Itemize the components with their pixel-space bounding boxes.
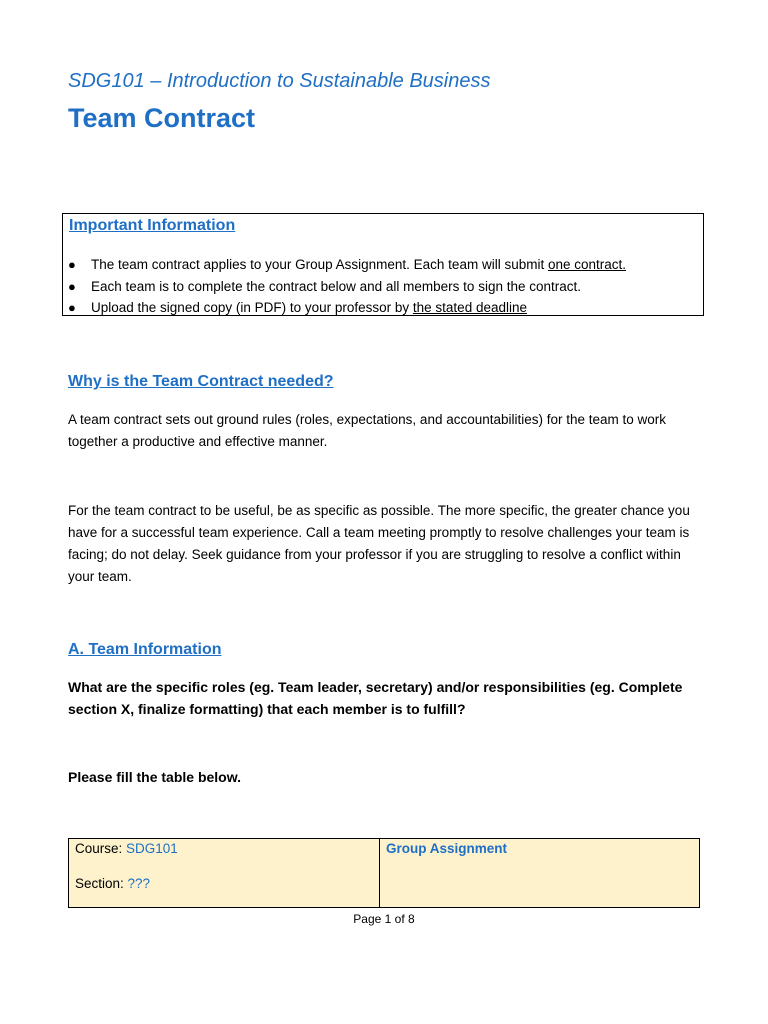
info-item-text: The team contract applies to your Group Assignment. Each team will submit [91,257,548,272]
info-item-underlined: one contract. [547,257,627,272]
important-info-list [63,254,626,319]
info-item-3 [63,297,626,319]
section-line [75,876,150,891]
important-info-box [62,213,704,316]
team-info-heading: A. Team Information [68,641,222,658]
info-item-underlined: the stated deadline [412,300,527,315]
section-label: Section: [75,876,128,891]
team-info-instruction: Please fill the table below. [68,769,241,785]
bullet-icon: ● [68,278,76,294]
important-info-heading: Important Information [69,217,236,234]
document-title: Team Contract [68,103,256,133]
bullet-icon: ● [68,257,76,272]
info-item-text: Each team is to complete the contract below and all members to sign the contract. [91,278,581,294]
bullet-icon: ● [68,300,76,315]
course-title: SDG101 – Introduction to Sustainable Business [68,70,491,92]
why-paragraph-2: For the team contract to be useful, be as specific as possible. The more specific, the greater chance you have for a successful team experience. Call a team meeting promptly to resolve challenges your team is facing; do not delay. Seek guidance from your professor if you are struggling to resolve a conflict within your team. [68,503,690,584]
team-info-table [68,838,700,908]
course-label: Course: [75,841,127,856]
course-line [75,841,178,856]
info-item-2 [63,276,626,298]
assignment-label: Group Assignment [386,841,508,856]
why-paragraph-1: A team contract sets out ground rules (roles, expectations, and accountabilities) for the team to work together a productive and effective manner. [68,412,667,449]
info-item-text: Upload the signed copy (in PDF) to your professor by [91,300,413,315]
team-info-question: What are the specific roles (eg. Team leader, secretary) and/or responsibilities (eg. Complete section X, finalize formatting) that each member is to fulfill? [68,679,683,717]
course-value: SDG101 [126,841,178,856]
page-footer: Page 1 of 8 [353,912,415,926]
assignment-cell[interactable] [380,839,699,907]
section-value: ??? [127,876,151,891]
info-item-1 [63,254,626,276]
course-cell[interactable] [69,839,380,907]
why-section-heading: Why is the Team Contract needed? [68,373,334,390]
